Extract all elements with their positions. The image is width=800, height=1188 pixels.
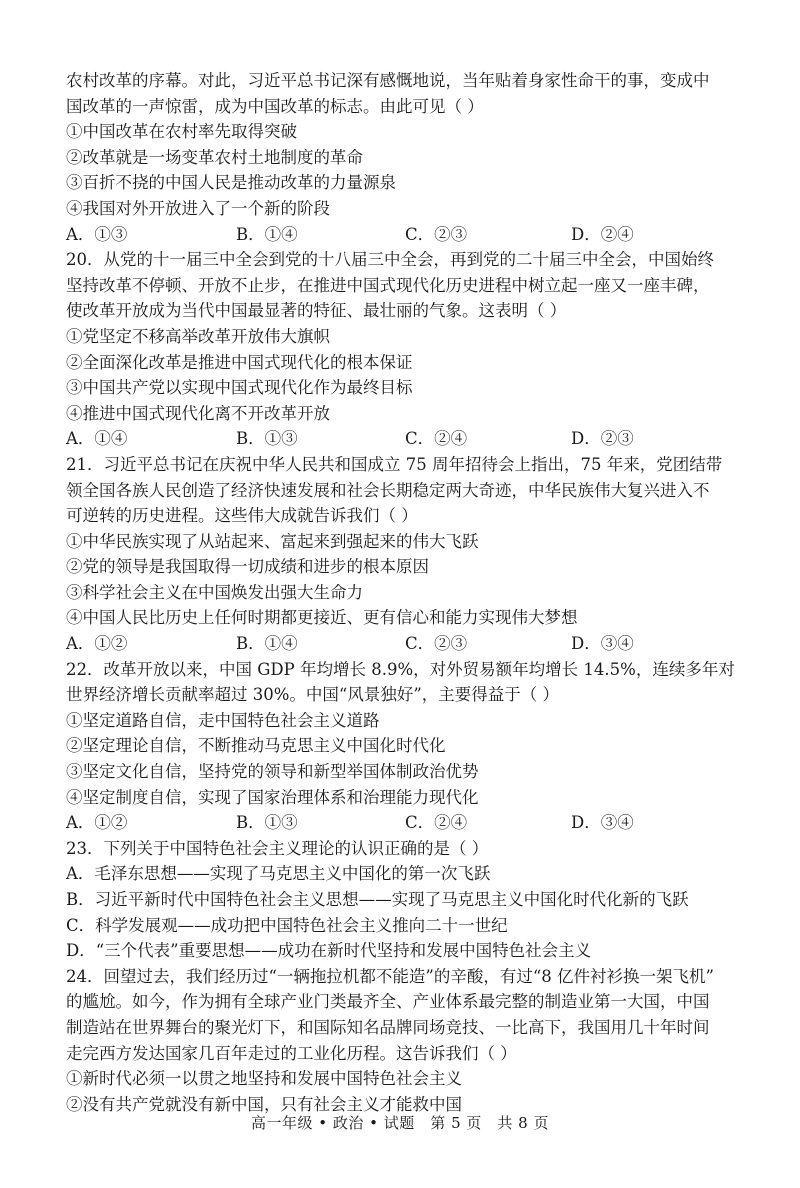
- q22-statement-1: ①坚定道路自信，走中国特色社会主义道路: [66, 710, 380, 730]
- q20-statement-3: ③中国共产党以实现中国式现代化作为最终目标: [66, 378, 413, 398]
- q21-option-a: A．①②: [66, 634, 128, 654]
- q22-text-line-2: 世界经济增长贡献率超过 30%。中国“风景独好”，主要得益于（ ）: [66, 685, 560, 705]
- q23-option-c: C．科学发展观——成功把中国特色社会主义推向二十一世纪: [66, 915, 508, 935]
- q20-options: [66, 426, 736, 452]
- q21-statement-1: ①中华民族实现了从站起来、富起来到强起来的伟大飞跃: [66, 531, 479, 551]
- q19-options: [66, 222, 736, 248]
- q21-options: [66, 631, 736, 657]
- q22-option-b: B．①③: [236, 813, 298, 833]
- q22-option-a: A．①②: [66, 813, 128, 833]
- q22-statement-3: ③坚定文化自信，坚持党的领导和新型举国体制政治优势: [66, 762, 479, 782]
- q19-statement-3: ③百折不挠的中国人民是推动改革的力量源泉: [66, 173, 396, 193]
- q24-text-line-4: 走完西方发达国家几百年走过的工业化历程。这告诉我们（ ）: [66, 1043, 517, 1063]
- q22-statement-4: ④坚定制度自信，实现了国家治理体系和治理能力现代化: [66, 787, 479, 807]
- q20-option-c: C．②④: [405, 429, 468, 449]
- q20-statement-2: ②全面深化改革是推进中国式现代化的根本保证: [66, 352, 413, 372]
- q19-option-d: D．②④: [571, 224, 634, 244]
- q24-statement-2: ②没有共产党就没有新中国，只有社会主义才能救中国: [66, 1094, 462, 1114]
- q24-text-line-1: 24．回望过去，我们经历过“一辆拖拉机都不能造”的辛酸，有过“8 亿件衬衫换一架飞机”: [66, 966, 714, 986]
- q20-option-b: B．①③: [236, 429, 298, 449]
- q20-statement-4: ④推进中国式现代化离不开改革开放: [66, 403, 330, 423]
- q21-option-d: D．③④: [571, 634, 634, 654]
- q22-options: [66, 810, 736, 836]
- q19-text-line-2: 国改革的一声惊雷，成为中国改革的标志。由此可见（ ）: [66, 96, 484, 116]
- q19-statement-4: ④我国对外开放进入了一个新的阶段: [66, 198, 330, 218]
- q23-option-d: D．“三个代表”重要思想——成功在新时代坚持和发展中国特色社会主义: [66, 941, 592, 961]
- q21-text-line-2: 领全国各族人民创造了经济快速发展和社会长期稳定两大奇迹，中华民族伟大复兴进入不: [66, 480, 710, 500]
- q24-text-line-3: 制造站在世界舞台的聚光灯下，和国际知名品牌同场竞技、一比高下，我国用几十年时间: [66, 1017, 710, 1037]
- q19-statement-2: ②改革就是一场变革农村土地制度的革命: [66, 147, 363, 167]
- q21-statement-2: ②党的领导是我国取得一切成绩和进步的根本原因: [66, 557, 429, 577]
- q22-text-line-1: 22．改革开放以来，中国 GDP 年均增长 8.9%，对外贸易额年均增长 14.5%，连续多年对: [66, 659, 735, 679]
- q21-statement-3: ③科学社会主义在中国焕发出强大生命力: [66, 582, 363, 602]
- q20-text-line-1: 20．从党的十一届三中全会到党的十八届三中全会，再到党的二十届三中全会，中国始终: [66, 250, 714, 270]
- q20-text-line-2: 坚持改革不停顿、开放不止步，在推进中国式现代化历史进程中树立起一座又一座丰碑，: [66, 275, 710, 295]
- q21-option-c: C．②③: [405, 634, 468, 654]
- q23-stem: 23．下列关于中国特色社会主义理论的认识正确的是（ ）: [66, 838, 489, 858]
- q20-option-a: A．①④: [66, 429, 128, 449]
- q19-option-c: C．②③: [405, 224, 468, 244]
- q23-option-a: A．毛泽东思想——实现了马克思主义中国化的第一次飞跃: [66, 864, 491, 884]
- q22-option-d: D．③④: [571, 813, 634, 833]
- q19-statement-1: ①中国改革在农村率先取得突破: [66, 122, 297, 142]
- q22-option-c: C．②④: [405, 813, 468, 833]
- q20-text-line-3: 使改革开放成为当代中国最显著的特征、最壮丽的气象。这表明（ ）: [66, 301, 567, 321]
- q23-option-b: B．习近平新时代中国特色社会主义思想——实现了马克思主义中国化时代化新的飞跃: [66, 890, 689, 909]
- q19-option-b: B．①④: [236, 224, 298, 244]
- q20-option-d: D．②③: [571, 429, 634, 449]
- q21-statement-4: ④中国人民比历史上任何时期都更接近、更有信心和能力实现伟大梦想: [66, 608, 578, 628]
- q19-text-line-1: 农村改革的序幕。对此，习近平总书记深有感慨地说，当年贴着身家性命干的事，变成中: [66, 71, 710, 90]
- q24-text-line-2: 的尴尬。如今，作为拥有全球产业门类最齐全、产业体系最完整的制造业第一大国，中国: [66, 992, 710, 1012]
- page-footer: 高一年级 • 政治 • 试题 第 5 页 共 8 页: [251, 1114, 549, 1132]
- q22-statement-2: ②坚定理论自信，不断推动马克思主义中国化时代化: [66, 736, 446, 756]
- exam-page: [66, 68, 736, 1117]
- q21-option-b: B．①④: [236, 634, 298, 654]
- q21-text-line-1: 21．习近平总书记在庆祝中华人民共和国成立 75 周年招待会上指出，75 年来，党团结带: [66, 454, 723, 474]
- q19-option-a: A．①③: [66, 224, 128, 244]
- q24-statement-1: ①新时代必须一以贯之地坚持和发展中国特色社会主义: [66, 1069, 462, 1089]
- q20-statement-1: ①党坚定不移高举改革开放伟大旗帜: [66, 326, 330, 346]
- q21-text-line-3: 可逆转的历史进程。这些伟大成就告诉我们（ ）: [66, 506, 418, 526]
